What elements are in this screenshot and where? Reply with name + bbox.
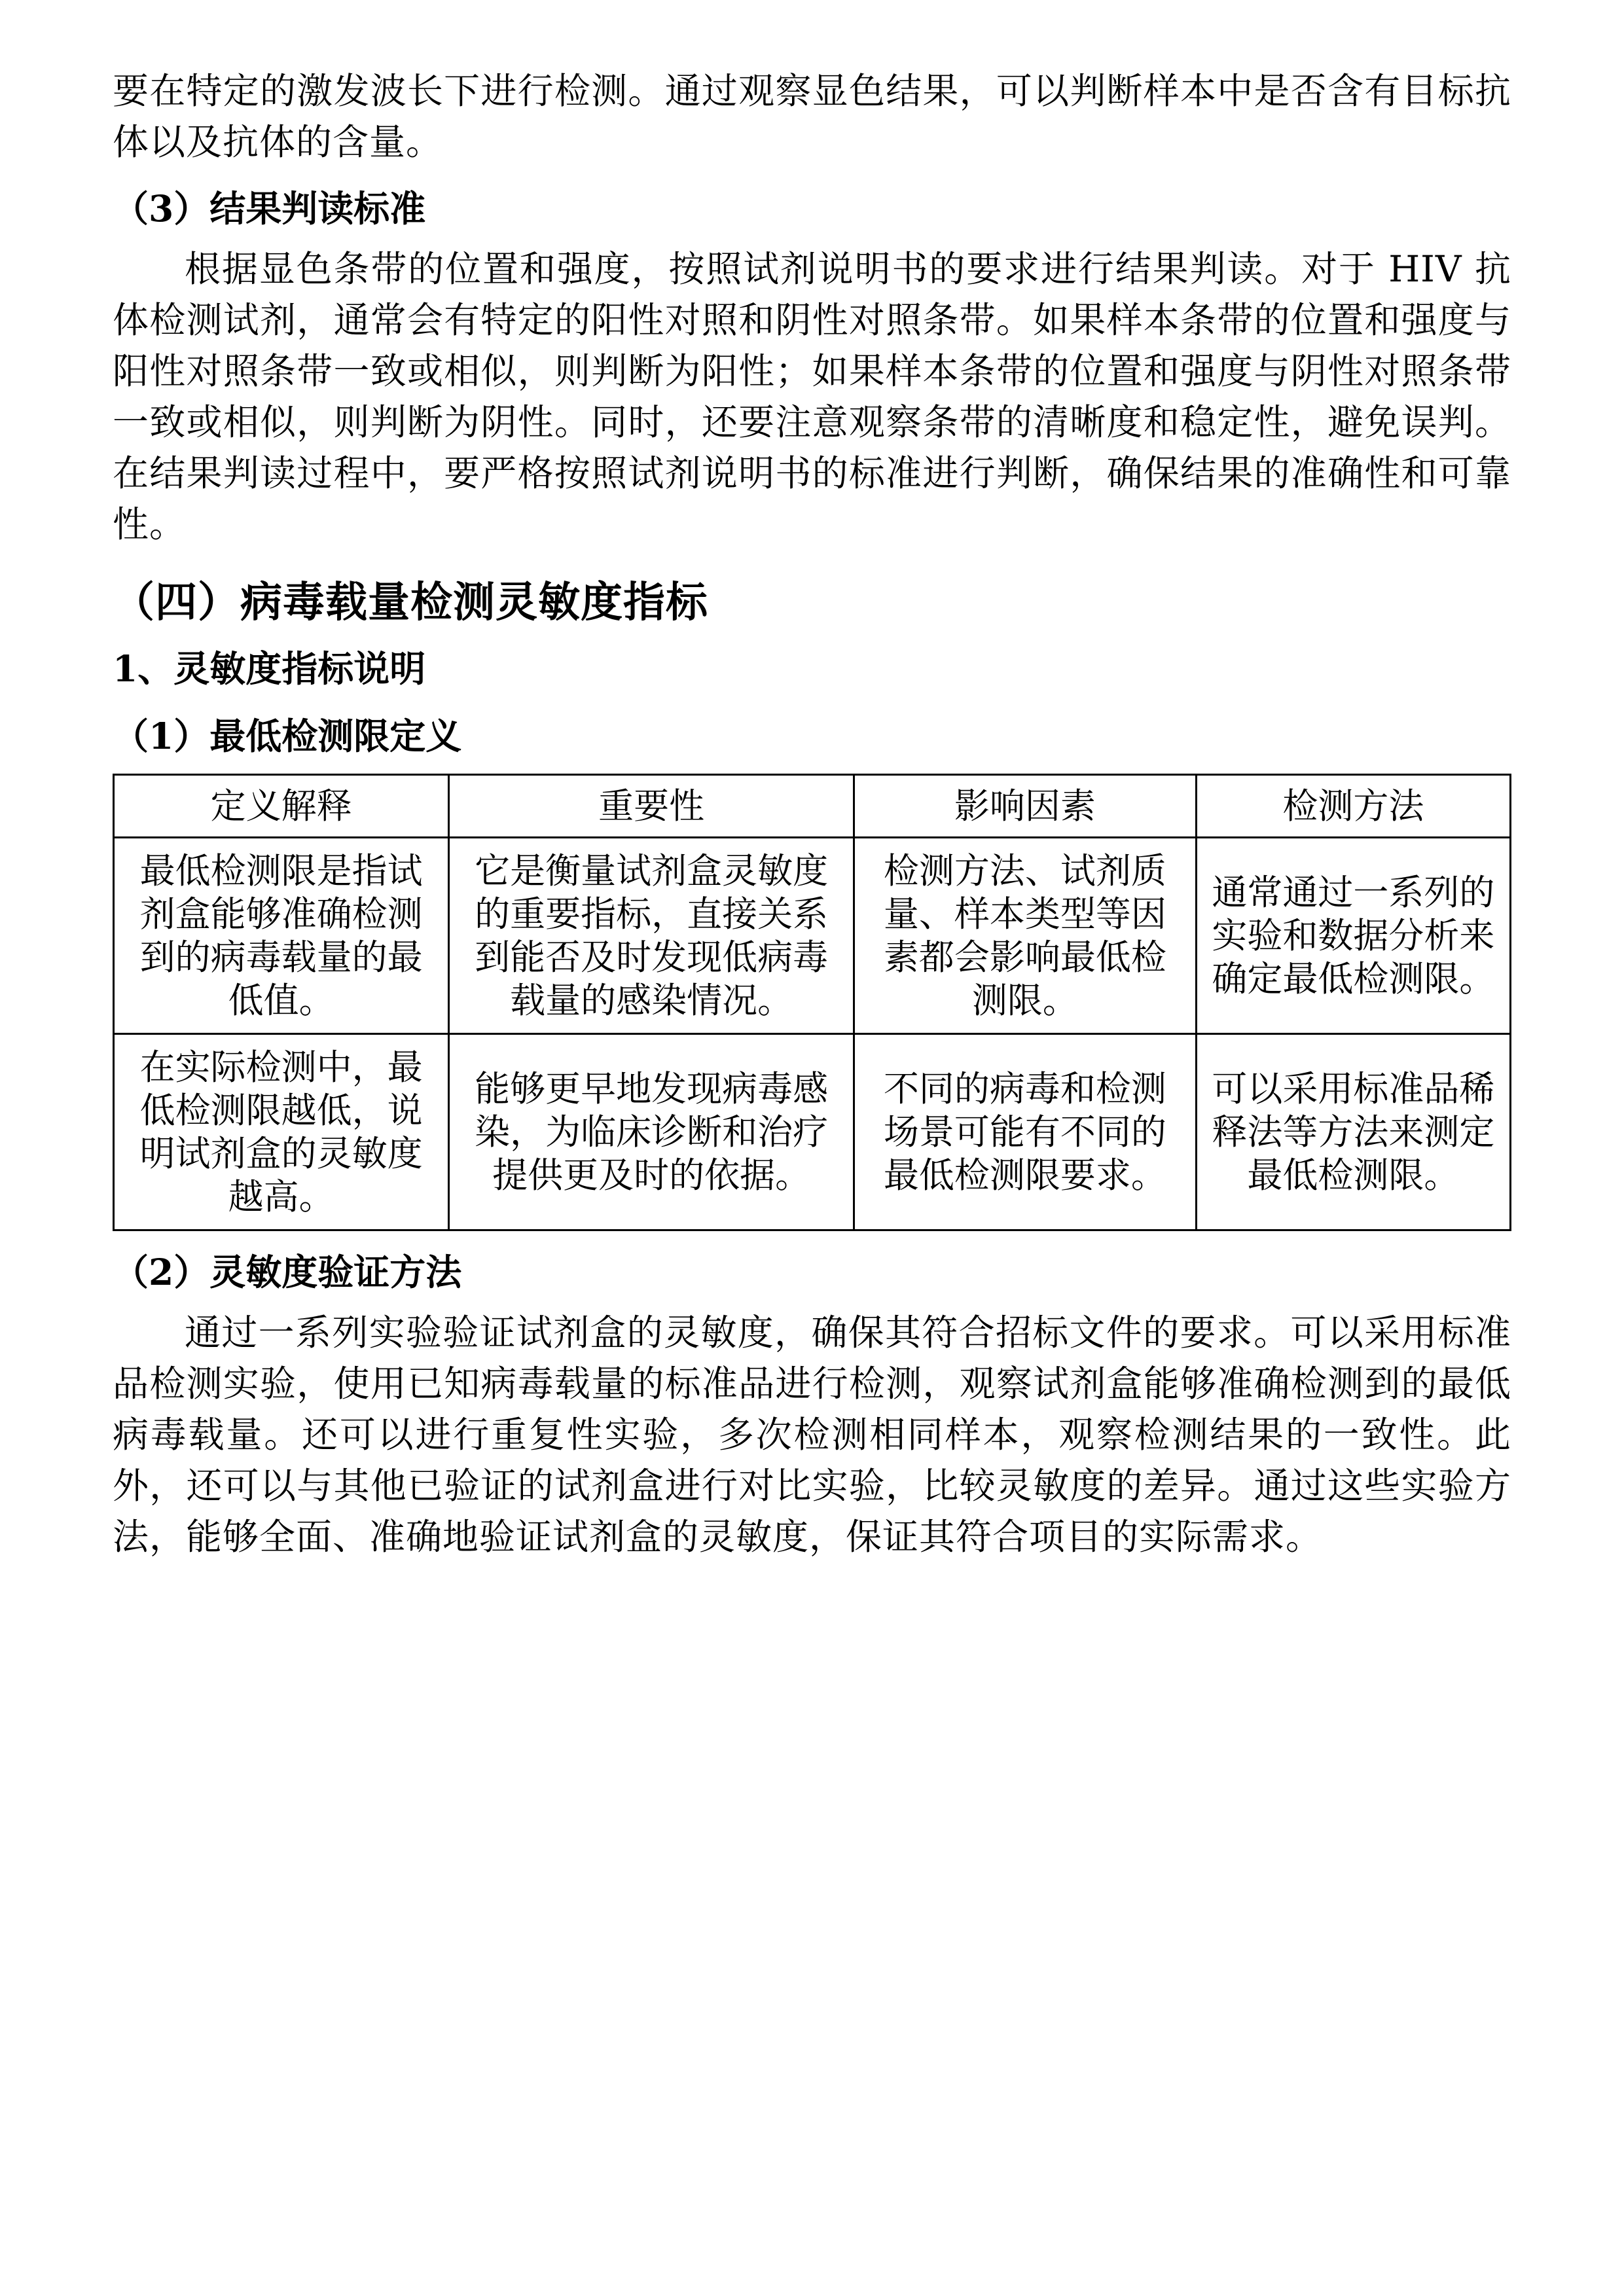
sensitivity-definition-table <box>113 774 1511 1231</box>
heading-item-lowest-detection-limit-definition: （1）最低检测限定义 <box>113 715 462 757</box>
heading-section-viral-load-sensitivity: （四）病毒载量检测灵敏度指标 <box>113 578 708 627</box>
table-row <box>114 838 1511 1034</box>
table-cell: 它是衡量试剂盒灵敏度的重要指标，直接关系到能否及时发现低病毒载量的感染情况。 <box>449 838 854 1034</box>
paragraph-sensitivity-verification: 通过一系列实验验证试剂盒的灵敏度，确保其符合招标文件的要求。可以采用标准品检测实验，使用已知病毒载量的标准品进行检测，观察试剂盒能够准确检测到的最低病毒载量。还可以进行重复性实验，多次检测相同样本，观察检测结果的一致性。此外，还可以与其他已验证的试剂盒进行对比实验，比较灵敏度的差异。通过这些实验方法，能够全面、准确地验证试剂盒的灵敏度，保证其符合项目的实际需求。 <box>113 1312 1511 1558</box>
heading-result-reading-standard: （3）结果判读标准 <box>113 187 426 230</box>
table-cell: 检测方法、试剂质量、样本类型等因素都会影响最低检测限。 <box>854 838 1197 1034</box>
table-header-detection-method: 检测方法 <box>1196 775 1510 838</box>
table-cell: 最低检测限是指试剂盒能够准确检测到的病毒载量的最低值。 <box>114 838 449 1034</box>
table-row <box>114 1034 1511 1230</box>
table-cell: 不同的病毒和检测场景可能有不同的最低检测限要求。 <box>854 1034 1197 1230</box>
paragraph-intro-continuation: 要在特定的激发波长下进行检测。通过观察显色结果，可以判断样本中是否含有目标抗体以及抗体的含量。 <box>113 70 1511 163</box>
table-cell: 可以采用标准品稀释法等方法来测定最低检测限。 <box>1196 1034 1510 1230</box>
table-cell: 在实际检测中，最低检测限越低，说明试剂盒的灵敏度越高。 <box>114 1034 449 1230</box>
heading-item-sensitivity-verification-method: （2）灵敏度验证方法 <box>113 1251 462 1293</box>
table-header-row <box>114 775 1511 838</box>
table-cell: 通常通过一系列的实验和数据分析来确定最低检测限。 <box>1196 838 1510 1034</box>
paragraph-result-reading: 根据显色条带的位置和强度，按照试剂说明书的要求进行结果判读。对于 HIV 抗体检测试剂，通常会有特定的阳性对照和阴性对照条带。如果样本条带的位置和强度与阳性对照条带一致或相似，则判断为阳性；如果样本条带的位置和强度与阴性对照条带一致或相似，则判断为阴性。同时，还要注意观察条带的清晰度和稳定性，避免误判。在结果判读过程中，要严格按照试剂说明书的标准进行判断，确保结果的准确性和可靠性。 <box>113 248 1511 545</box>
table-cell: 能够更早地发现病毒感染，为临床诊断和治疗提供更及时的依据。 <box>449 1034 854 1230</box>
heading-sub-sensitivity-indicator: 1、灵敏度指标说明 <box>113 647 426 690</box>
table-header-influencing-factors: 影响因素 <box>854 775 1197 838</box>
table-header-importance: 重要性 <box>449 775 854 838</box>
table-header-definition: 定义解释 <box>114 775 449 838</box>
